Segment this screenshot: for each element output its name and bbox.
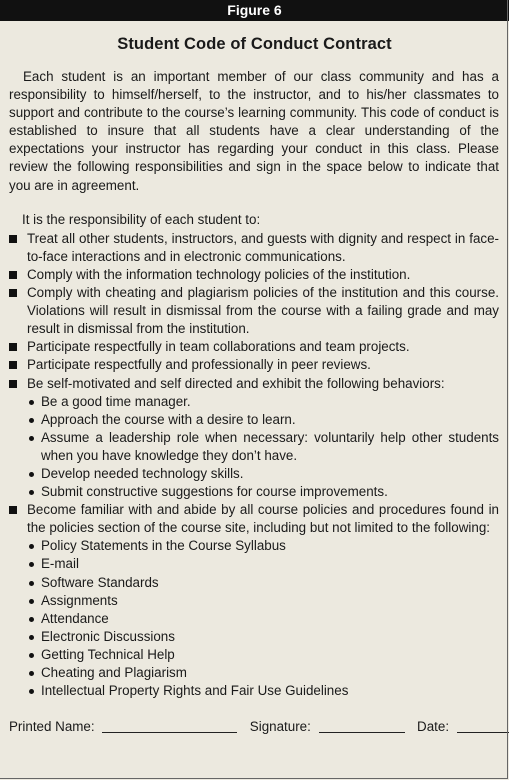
sub-item-text: Electronic Discussions <box>41 628 175 644</box>
round-bullet-icon <box>29 562 34 567</box>
sub-item-text: Getting Technical Help <box>41 646 175 662</box>
sub-list-item <box>27 411 499 429</box>
sub-list-item <box>27 555 499 573</box>
responsibility-list <box>0 230 509 700</box>
responsibility-item <box>0 356 509 374</box>
page-title: Student Code of Conduct Contract <box>117 35 392 53</box>
sub-list-item <box>27 465 499 483</box>
responsibility-text: Participate respectfully in team collaborations and team projects. <box>27 339 410 355</box>
figure-banner: Figure 6 <box>0 0 509 21</box>
responsibility-text: Participate respectfully and professionally in peer reviews. <box>27 357 371 373</box>
responsibility-item <box>0 230 509 266</box>
square-bullet-icon <box>9 506 17 514</box>
sub-list-item <box>27 628 499 646</box>
sub-list-item <box>27 393 499 411</box>
sub-item-text: E-mail <box>41 556 79 572</box>
responsibility-item <box>0 501 509 700</box>
round-bullet-icon <box>29 599 34 604</box>
round-bullet-icon <box>29 544 34 549</box>
round-bullet-icon <box>29 581 34 586</box>
printed-name-field[interactable] <box>102 718 237 733</box>
intro-paragraph: Each student is an important member of our class community and has a responsibility to himself/herself, to the instructor, and to his/her classmates to support and contribute to the course’s learning community. This code of conduct is established to insure that all students have a clear understanding of the expectations your instructor has regarding your conduct in this class. Please review the following responsibilities and sign in the space below to indicate that you are in agreement. <box>9 69 499 193</box>
round-bullet-icon <box>29 436 34 441</box>
sub-list <box>27 393 499 502</box>
sub-list-item <box>27 610 499 628</box>
responsibility-text: Be self-motivated and self directed and exhibit the following behaviors: <box>27 375 445 391</box>
printed-name-label: Printed Name: <box>9 719 95 734</box>
round-bullet-icon <box>29 617 34 622</box>
signature-label: Signature: <box>249 719 311 734</box>
responsibility-heading: It is the responsibility of each student to: <box>22 211 261 227</box>
sub-item-text: Intellectual Property Rights and Fair Use Guidelines <box>41 683 349 699</box>
responsibility-item <box>0 266 509 284</box>
round-bullet-icon <box>29 400 34 405</box>
sub-list <box>27 537 499 700</box>
responsibility-item <box>0 284 509 338</box>
sub-list-item <box>27 483 499 501</box>
sub-list-item <box>27 664 499 682</box>
responsibility-item <box>0 338 509 356</box>
sub-list-item <box>27 574 499 592</box>
date-label: Date: <box>417 719 450 734</box>
square-bullet-icon <box>9 235 17 243</box>
sub-item-text: Assume a leadership role when necessary: voluntarily help other students when you have knowledge they don’t have. <box>41 429 499 463</box>
sub-list-item <box>27 537 499 555</box>
square-bullet-icon <box>9 343 17 351</box>
square-bullet-icon <box>9 361 17 369</box>
round-bullet-icon <box>29 671 34 676</box>
round-bullet-icon <box>29 653 34 658</box>
responsibility-text: Comply with cheating and plagiarism policies of the institution and this course. Violations will result in dismissal from the course with a failing grade and may result in dismissal from the institution. <box>27 285 499 337</box>
sub-list-item <box>27 682 499 700</box>
signature-row <box>9 718 509 736</box>
sub-item-text: Software Standards <box>41 574 159 590</box>
round-bullet-icon <box>29 472 34 477</box>
square-bullet-icon <box>9 380 17 388</box>
round-bullet-icon <box>29 689 34 694</box>
responsibility-text: Comply with the information technology policies of the institution. <box>27 266 411 282</box>
sub-item-text: Approach the course with a desire to learn. <box>41 411 296 427</box>
round-bullet-icon <box>29 418 34 423</box>
square-bullet-icon <box>9 289 17 297</box>
responsibility-text: Treat all other students, instructors, and guests with dignity and respect in face-to-face interactions and in electronic communications. <box>27 230 499 264</box>
square-bullet-icon <box>9 271 17 279</box>
sub-item-text: Cheating and Plagiarism <box>41 665 187 680</box>
signature-field[interactable] <box>319 718 405 733</box>
sub-list-item <box>27 592 499 610</box>
sub-item-text: Assignments <box>41 592 118 608</box>
responsibility-item <box>0 375 509 502</box>
sub-item-text: Policy Statements in the Course Syllabus <box>41 538 286 554</box>
responsibility-text: Become familiar with and abide by all course policies and procedures found in the policies section of the course site, including but not limited to the following: <box>27 502 499 536</box>
sub-list-item <box>27 646 499 664</box>
date-field[interactable] <box>457 718 509 733</box>
sub-list-item <box>27 429 499 465</box>
sub-item-text: Attendance <box>41 610 109 626</box>
round-bullet-icon <box>29 490 34 495</box>
round-bullet-icon <box>29 635 34 640</box>
sub-item-text: Submit constructive suggestions for course improvements. <box>41 484 388 500</box>
sub-item-text: Develop needed technology skills. <box>41 465 244 481</box>
sub-item-text: Be a good time manager. <box>41 393 191 409</box>
